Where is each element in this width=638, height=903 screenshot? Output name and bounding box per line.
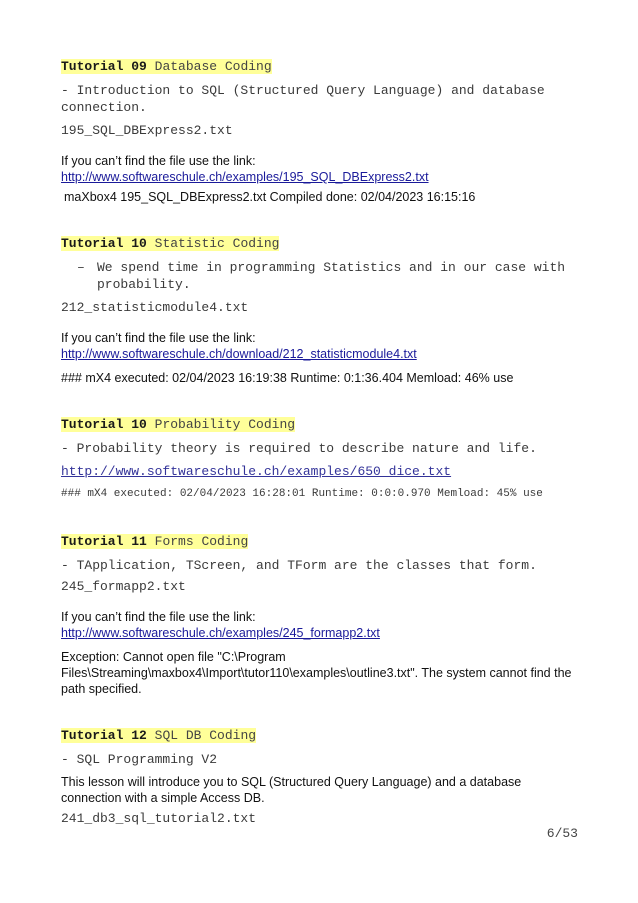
bullet-dash: – xyxy=(77,260,85,275)
section-description: - Probability theory is required to describe nature and life. xyxy=(61,441,537,456)
bullet-item xyxy=(61,259,581,293)
section-heading xyxy=(61,533,581,553)
section-description: - TApplication, TScreen, and TForm are the classes that form. xyxy=(61,558,537,573)
section-tutorial-09 xyxy=(61,58,581,205)
compile-note: maXbox4 195_SQL_DBExpress2.txt Compiled done: 02/04/2023 16:15:16 xyxy=(64,190,476,204)
section-tutorial-10-probability xyxy=(61,416,581,503)
section-heading xyxy=(61,235,581,255)
file-name: 212_statisticmodule4.txt xyxy=(61,300,249,315)
link-intro: If you can’t find the file use the link: xyxy=(61,154,256,168)
section-heading xyxy=(61,727,581,747)
file-link[interactable]: http://www.softwareschule.ch/download/212_statisticmodule4.txt xyxy=(61,347,417,361)
section-tutorial-10-statistic xyxy=(61,235,581,386)
link-intro: If you can’t find the file use the link: xyxy=(61,610,256,624)
lesson-text: This lesson will introduce you to SQL (Structured Query Language) and a database connection with a simple Access DB. xyxy=(61,775,522,805)
file-name: 241_db3_sql_tutorial2.txt xyxy=(61,811,257,826)
section-heading xyxy=(61,58,581,78)
tutorial-number: Tutorial 10 xyxy=(61,236,147,251)
section-description: - SQL Programming V2 xyxy=(61,752,218,767)
exception-message: Exception: Cannot open file "C:\Program Files\Streaming\maxbox4\Import\tutor110\examples\outline3.txt". The system cannot find the path specified. xyxy=(61,650,572,696)
document-page xyxy=(61,58,581,827)
tutorial-title: Probability Coding xyxy=(154,417,296,432)
file-link[interactable]: http://www.softwareschule.ch/examples/650_dice.txt xyxy=(61,464,452,479)
tutorial-title: Forms Coding xyxy=(154,534,249,549)
execution-note: ### mX4 executed: 02/04/2023 16:28:01 Runtime: 0:0:0.970 Memload: 45% use xyxy=(61,488,543,500)
file-name: 195_SQL_DBExpress2.txt xyxy=(61,123,233,138)
link-intro: If you can’t find the file use the link: xyxy=(61,331,256,345)
section-heading xyxy=(61,416,581,436)
page-number: 6/53 xyxy=(546,826,578,841)
tutorial-title: Statistic Coding xyxy=(154,236,280,251)
tutorial-number: Tutorial 10 xyxy=(61,417,147,432)
file-link[interactable]: http://www.softwareschule.ch/examples/245_formapp2.txt xyxy=(61,626,380,640)
section-tutorial-12 xyxy=(61,727,581,827)
execution-note: ### mX4 executed: 02/04/2023 16:19:38 Runtime: 0:1:36.404 Memload: 46% use xyxy=(61,371,514,385)
section-description: We spend time in programming Statistics and in our case with probability. xyxy=(97,260,566,292)
tutorial-title: Database Coding xyxy=(154,59,272,74)
section-description: - Introduction to SQL (Structured Query Language) and database connection. xyxy=(61,83,545,115)
tutorial-title: SQL DB Coding xyxy=(154,728,257,743)
file-name: 245_formapp2.txt xyxy=(61,579,186,594)
tutorial-number: Tutorial 12 xyxy=(61,728,147,743)
file-link[interactable]: http://www.softwareschule.ch/examples/195_SQL_DBExpress2.txt xyxy=(61,170,429,184)
tutorial-number: Tutorial 11 xyxy=(61,534,147,549)
tutorial-number: Tutorial 09 xyxy=(61,59,147,74)
section-tutorial-11 xyxy=(61,533,581,697)
